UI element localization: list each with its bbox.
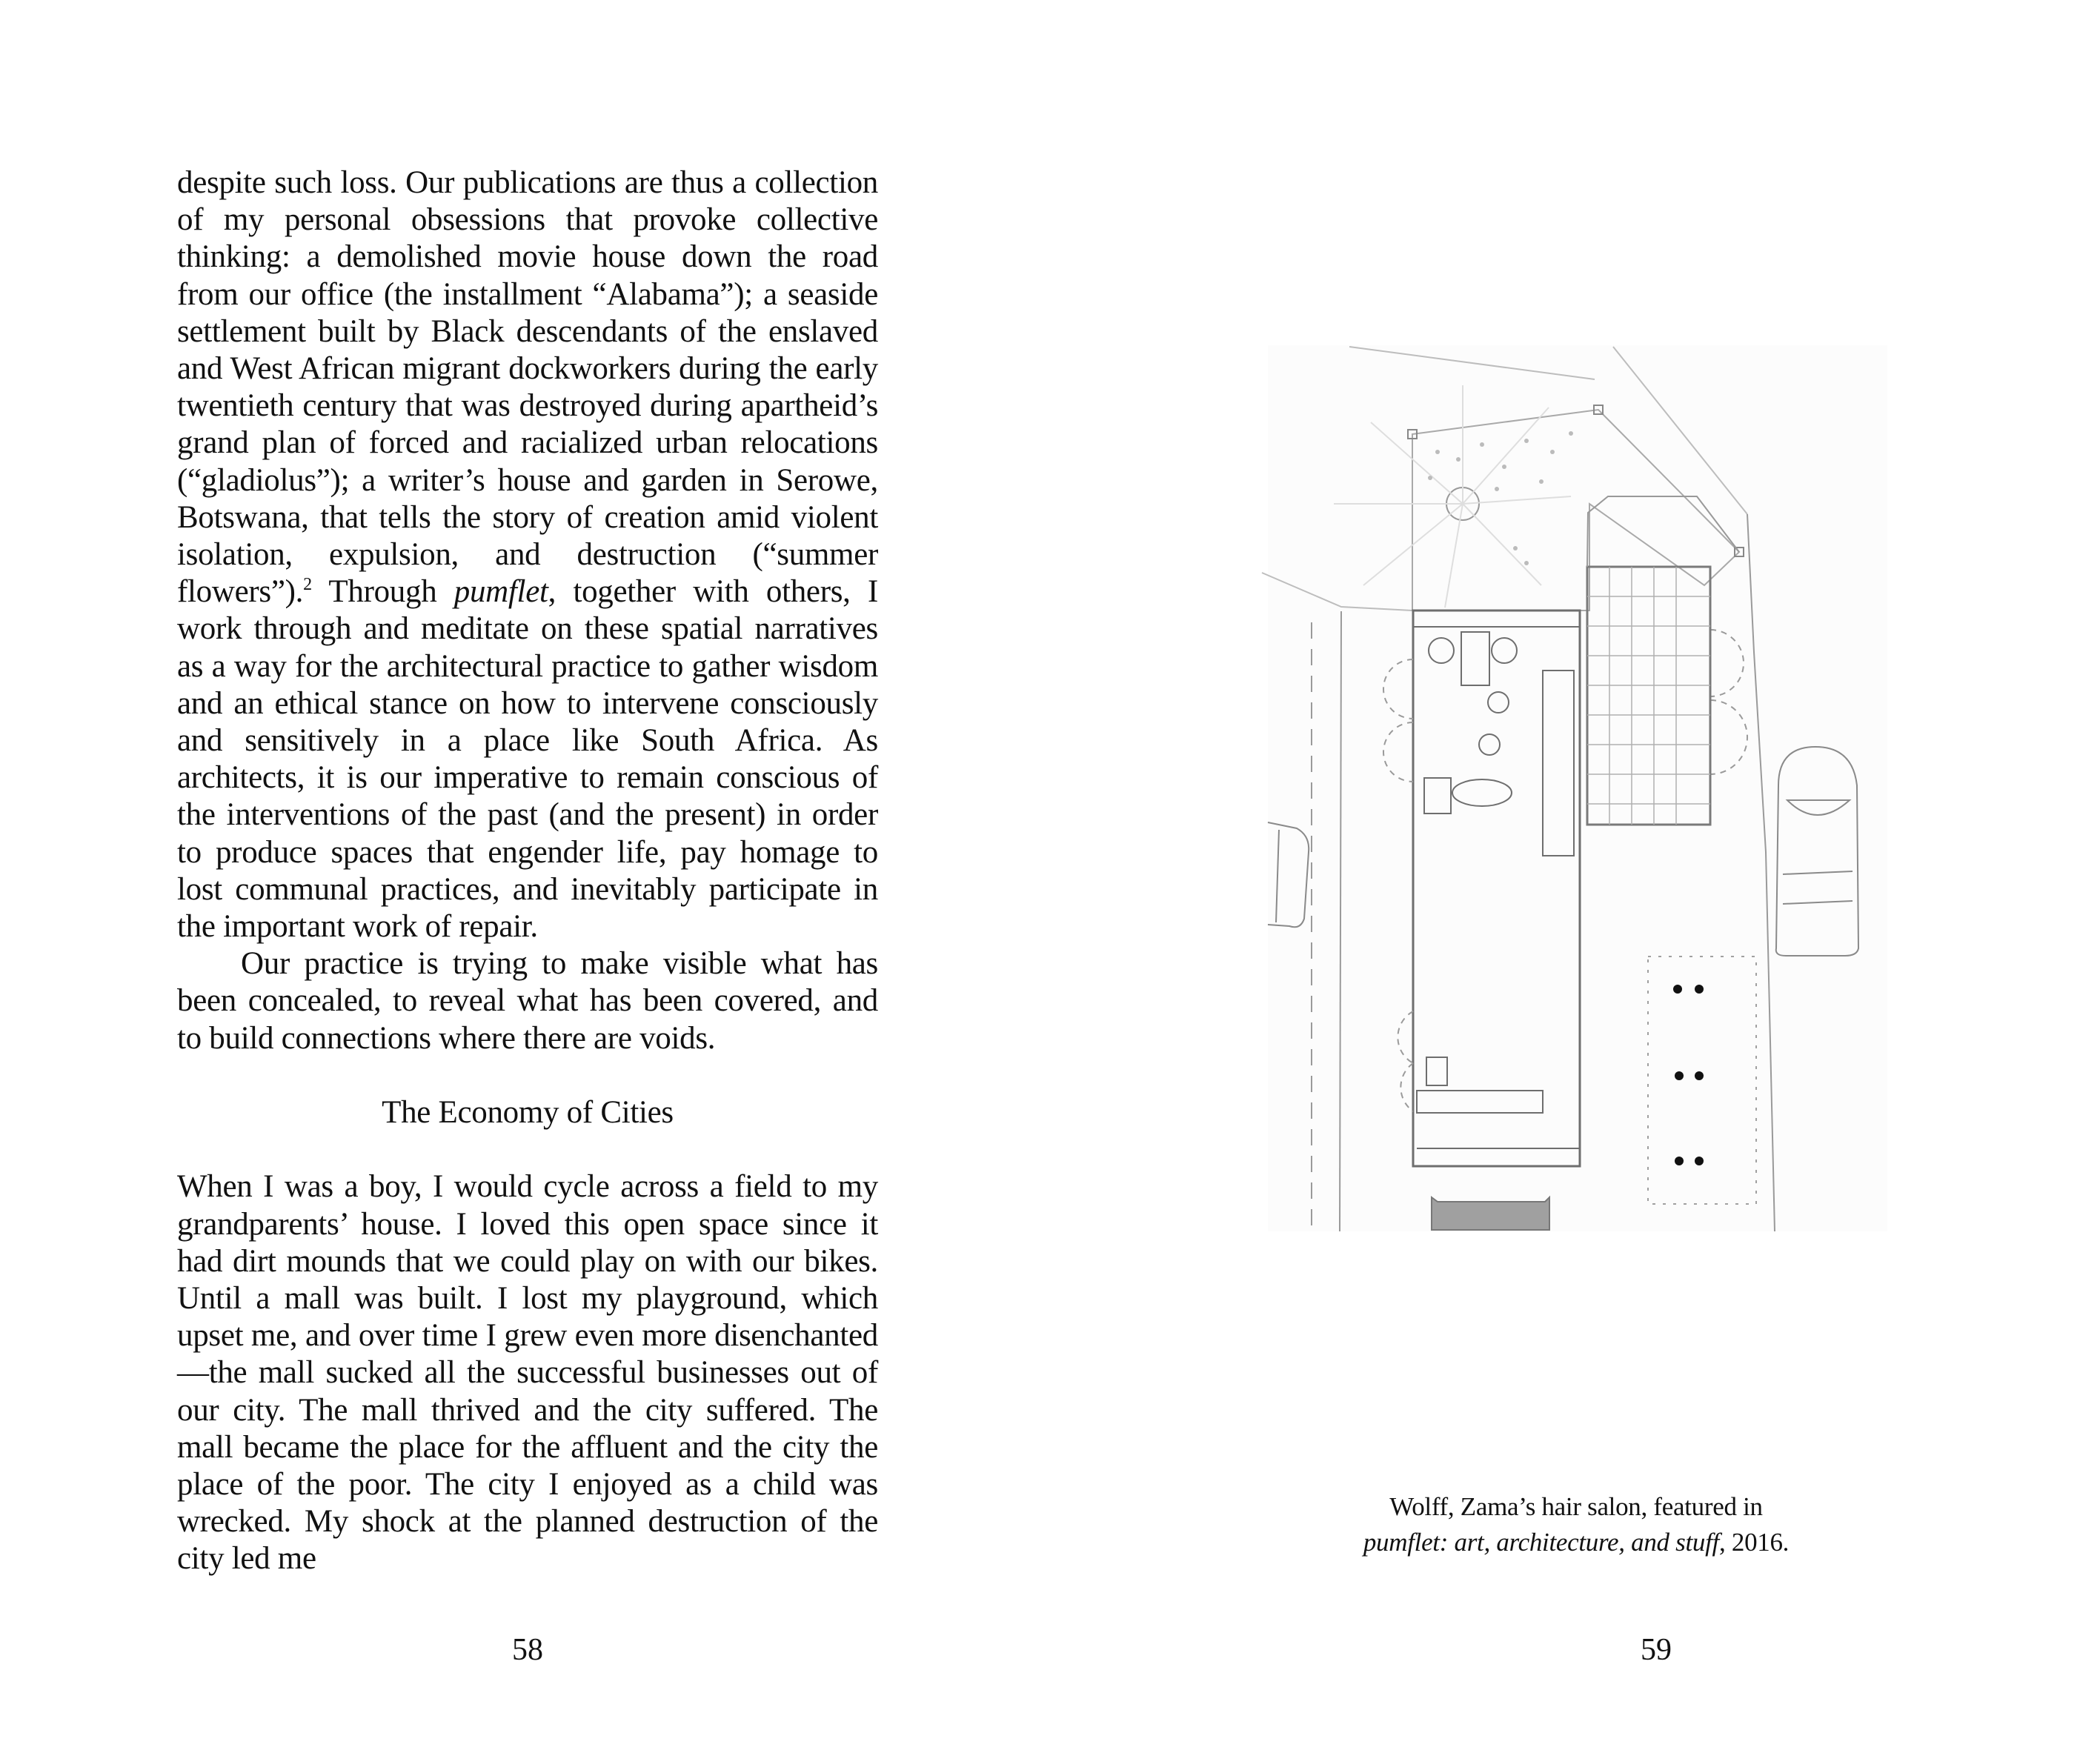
footnote-reference[interactable]: 2 — [303, 575, 312, 595]
paragraph-indented: Our practice is trying to make visible what has been concealed, to reveal what has been covered, and to build connections where there are voids. — [177, 946, 878, 1056]
caption-year: , 2016. — [1718, 1528, 1790, 1557]
section-heading: The Economy of Cities — [382, 1095, 674, 1131]
publication-title: pumflet — [453, 574, 548, 610]
body-text — [177, 164, 878, 1578]
paragraph-continuation — [177, 164, 878, 945]
caption-publication-title: pumflet: art, architecture, and stuff — [1363, 1528, 1719, 1557]
page-number-left: 58 — [512, 1633, 543, 1667]
page-number-right: 59 — [1641, 1633, 1672, 1667]
drawing-background — [1268, 345, 1887, 1231]
caption-line-1: Wolff, Zama’s hair salon, featured in — [1389, 1492, 1763, 1521]
paragraph-text: Through — [311, 574, 454, 610]
caption-line-2 — [1354, 1525, 1798, 1560]
floor-plan-drawing — [1260, 341, 1897, 1237]
figure-caption — [1354, 1489, 1798, 1560]
section-paragraph: When I was a boy, I would cycle across a field to my grandparents’ house. I loved this open space since it had dirt mounds that we could play on with our bikes. Until a mall was built. I lost my playground, which upset me, and over time I grew even more disenchanted—the mall sucked all the successful businesses out of our city. The mall thrived and the city suffered. The mall became the place for the affluent and the city the place of the poor. The city I enjoyed as a child was wrecked. My shock at the planned destruction of the city led me — [177, 1169, 878, 1577]
paragraph-text: despite such loss. Our publications are thus a collection of my personal obsessions that provoke collective thinking: a demolished movie house down the road from our office (the installment “Alabama”); a seaside settlement built by Black descendants of the enslaved and West African migrant dockworkers during the early twentieth century that was destroyed during apartheid’s grand plan of forced and racialized urban relocations (“gladiolus”); a writer’s house and garden in Serowe, Botswana, that tells the story of creation amid violent isolation, expulsion, and destruction (“summer flowers”). — [177, 165, 878, 610]
paragraph-text: , together with others, I work through and meditate on these spatial narratives as a way for the architectural practice to gather wisdom and an ethical stance on how to intervene consciously and sensitively in a place like South Africa. As architects, it is our imperative to remain conscious of the interventions of the past (and the present) in order to produce spaces that engender life, pay homage to lost communal practices, and inevitably participate in the important work of repair. — [177, 574, 878, 945]
shaded-bench — [1432, 1197, 1549, 1230]
